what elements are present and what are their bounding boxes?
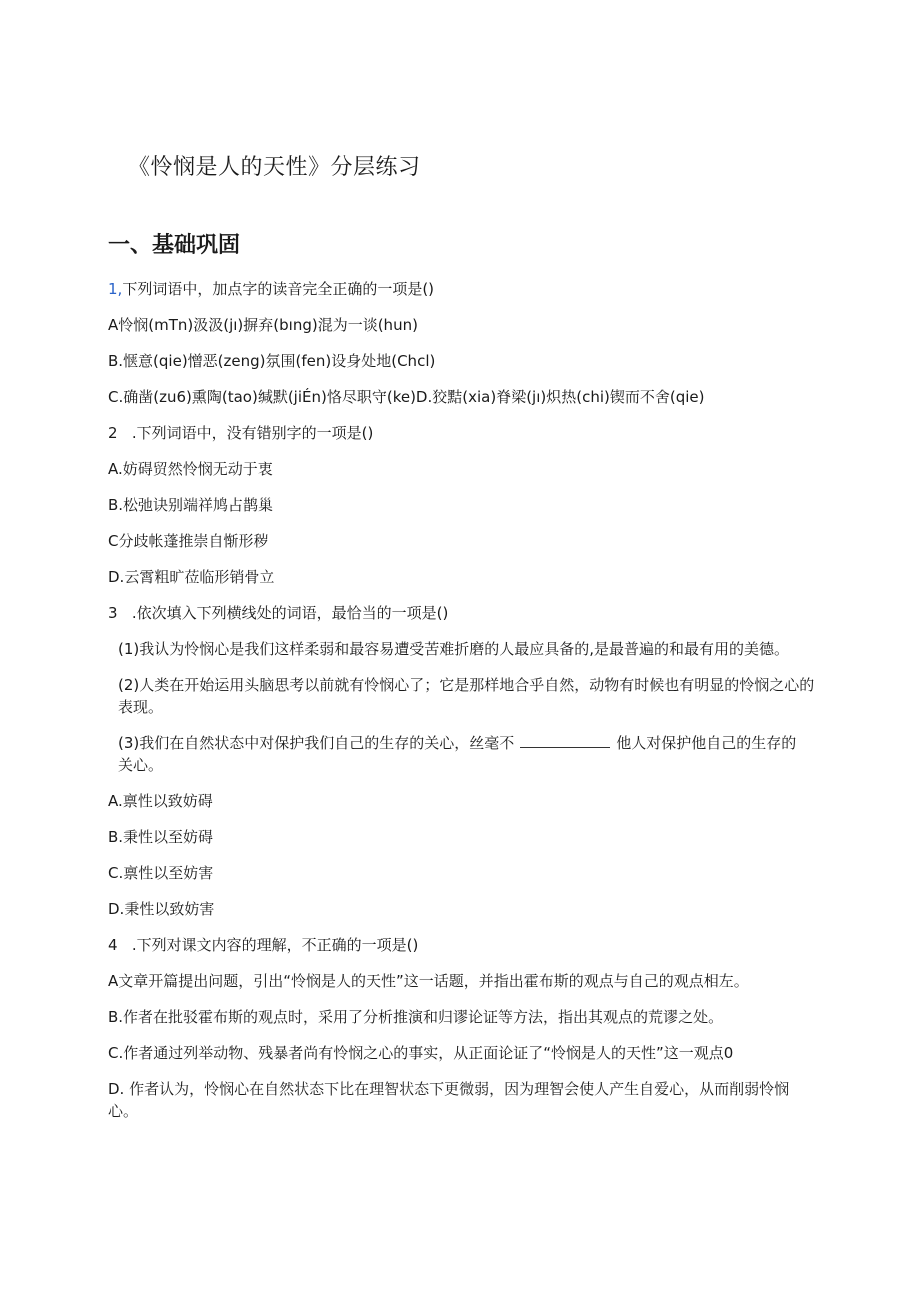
option-a: A文章开篇提出问题，引出“怜悯是人的天性”这一话题，并指出霍布斯的观点与自己的观点相左。 (108, 972, 749, 990)
fill-blank (520, 735, 610, 748)
passage-3-end: 他人对保护他自己的生存的关心。 (118, 734, 797, 774)
question-number: 4 (108, 936, 118, 954)
option-a: A.妨碍贸然怜悯无动于衷 (108, 460, 273, 478)
question-stem (108, 934, 816, 956)
section-heading: 一、基础巩固 (108, 233, 241, 258)
question-text: .下列词语中，没有错别字的一项是() (131, 424, 374, 442)
question-number: 2 (108, 424, 118, 442)
option-c-d: C.确凿(zu6)熏陶(tao)缄默(jiÉn)恪尽职守(ke)D.狡黠(xia)脊梁(jı)炽热(chi)锲而不舍(qie) (108, 388, 705, 406)
question-1 (108, 278, 816, 408)
question-stem (108, 278, 816, 300)
option-b: B.惬意(qie)憎恶(zeng)氛围(fen)设身处地(Chcl) (108, 352, 436, 370)
question-3 (108, 602, 816, 920)
question-list (108, 278, 816, 1122)
option-a: A怜悯(mTn)汲汲(jı)摒弃(bıng)混为一谈(hun) (108, 316, 418, 334)
option-d: D.云霄粗旷莅临形销骨立 (108, 568, 275, 586)
question-text: .依次填入下列横线处的词语，最恰当的一项是() (131, 604, 449, 622)
option-c: C分歧帐蓬推崇自惭形秽 (108, 532, 269, 550)
passage-2: (2)人类在开始运用头脑思考以前就有怜悯心了；它是那样地合乎自然，动物有时候也有明显的怜悯之心的表现。 (118, 676, 815, 716)
passage-3-start: (3)我们在自然状态中对保护我们自己的生存的关心，丝毫不 (118, 734, 515, 752)
document-title: 《怜悯是人的天性》分层练习 (128, 155, 421, 180)
option-c: C.作者通过列举动物、残暴者尚有怜悯之心的事实，从正面论证了“怜悯是人的天性”这一观点0 (108, 1044, 734, 1062)
option-a: A.禀性以致妨碍 (108, 792, 213, 810)
question-stem (108, 602, 816, 624)
option-d: D.秉性以致妨害 (108, 900, 215, 918)
question-2 (108, 422, 816, 588)
question-text: .下列对课文内容的理解，不正确的一项是() (131, 936, 419, 954)
question-4 (108, 934, 816, 1122)
question-stem (108, 422, 816, 444)
passage-3 (108, 732, 808, 776)
option-d: D. 作者认为，怜悯心在自然状态下比在理智状态下更微弱，因为理智会使人产生自爱心，从而削弱怜悯心。 (108, 1080, 790, 1120)
option-b: B.松弛诀别端祥鸠占鹊巢 (108, 496, 274, 514)
option-b: B.作者在批驳霍布斯的观点时，采用了分析推演和归谬论证等方法，指出其观点的荒谬之处。 (108, 1008, 724, 1026)
question-number: 1, (108, 280, 123, 298)
option-c: C.禀性以至妨害 (108, 864, 214, 882)
passage-1: (1)我认为怜悯心是我们这样柔弱和最容易遭受苦难折磨的人最应具备的,是最普遍的和最有用的美德。 (118, 640, 790, 658)
question-number: 3 (108, 604, 118, 622)
question-text: 下列词语中，加点字的读音完全正确的一项是() (122, 280, 435, 298)
option-b: B.秉性以至妨碍 (108, 828, 214, 846)
